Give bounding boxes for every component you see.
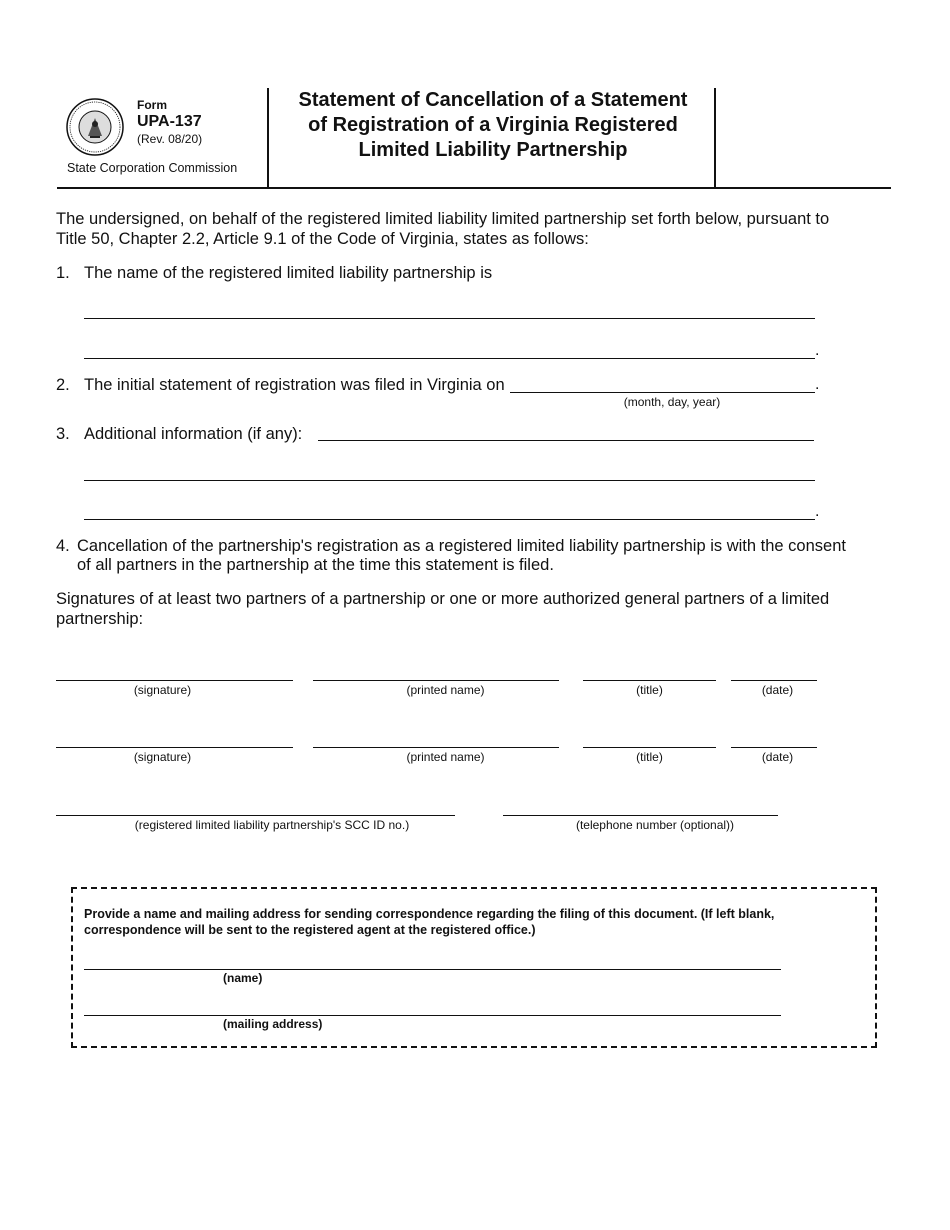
period: . <box>815 376 820 393</box>
title-field-2[interactable] <box>583 747 716 748</box>
correspondence-address-field[interactable] <box>84 1015 781 1016</box>
item-2-text: The initial statement of registration was filed in Virginia on <box>84 376 505 394</box>
date-field-1[interactable] <box>731 680 817 681</box>
item-2-number: 2. <box>56 376 70 394</box>
signature-field-2[interactable] <box>56 747 293 748</box>
item-4-line-2: of all partners in the partnership at the time this statement is filed. <box>77 556 554 574</box>
additional-info-field-2[interactable] <box>84 480 815 481</box>
header-divider-left <box>267 88 269 188</box>
item-3-number: 3. <box>56 425 70 443</box>
date-label: (date) <box>761 750 794 764</box>
partnership-name-field-1[interactable] <box>84 318 815 319</box>
signature-label: (signature) <box>133 750 192 764</box>
form-word: Form <box>137 98 167 112</box>
correspondence-name-label: (name) <box>223 971 263 985</box>
signature-label: (signature) <box>133 683 192 697</box>
title-label: (title) <box>636 750 663 764</box>
correspondence-address-label: (mailing address) <box>223 1017 323 1031</box>
correspondence-instructions-1: Provide a name and mailing address for sending correspondence regarding the filing of this document. (If left blank, <box>84 907 775 921</box>
date-field-2[interactable] <box>731 747 817 748</box>
period: . <box>815 342 820 359</box>
filing-date-field[interactable] <box>510 392 815 393</box>
printed-name-field-1[interactable] <box>313 680 559 681</box>
signatures-intro-line-2: partnership: <box>56 610 144 628</box>
item-1-text: The name of the registered limited liability partnership is <box>84 264 493 282</box>
item-1-number: 1. <box>56 264 70 282</box>
printed-name-field-2[interactable] <box>313 747 559 748</box>
signatures-intro-line-1: Signatures of at least two partners of a partnership or one or more authorized general partners of a limited <box>56 590 830 608</box>
additional-info-field-1[interactable] <box>318 440 814 441</box>
form-number: UPA-137 <box>137 113 202 130</box>
intro-line-1: The undersigned, on behalf of the registered limited liability limited partnership set forth below, pursuant to <box>56 210 830 228</box>
title-line-1: Statement of Cancellation of a Statement <box>298 89 688 111</box>
scc-seal-logo <box>66 98 124 156</box>
form-revision: (Rev. 08/20) <box>137 132 203 146</box>
title-line-2: of Registration of a Virginia Registered <box>308 114 678 136</box>
title-label: (title) <box>636 683 663 697</box>
scc-id-field[interactable] <box>56 815 455 816</box>
partnership-name-field-2[interactable] <box>84 358 815 359</box>
date-label: (date) <box>761 683 794 697</box>
telephone-field[interactable] <box>503 815 778 816</box>
item-3-text: Additional information (if any): <box>84 425 303 443</box>
correspondence-name-field[interactable] <box>84 969 781 970</box>
telephone-label: (telephone number (optional)) <box>575 818 735 832</box>
period: . <box>815 503 820 520</box>
correspondence-instructions-2: correspondence will be sent to the registered agent at the registered office.) <box>84 923 536 937</box>
printed-name-label: (printed name) <box>406 750 485 764</box>
agency-name: State Corporation Commission <box>67 161 238 175</box>
page-title <box>270 88 716 163</box>
item-4-number: 4. <box>56 537 70 555</box>
intro-line-2: Title 50, Chapter 2.2, Article 9.1 of the Code of Virginia, states as follows: <box>56 230 589 248</box>
scc-id-label: (registered limited liability partnership's SCC ID no.) <box>134 818 410 832</box>
printed-name-label: (printed name) <box>406 683 485 697</box>
filing-date-hint: (month, day, year) <box>623 395 721 409</box>
item-4-line-1: Cancellation of the partnership's registration as a registered limited liability partnership is with the consent <box>77 537 846 555</box>
signature-field-1[interactable] <box>56 680 293 681</box>
title-line-3: Limited Liability Partnership <box>358 139 628 161</box>
header-bottom-rule <box>57 187 891 189</box>
additional-info-field-3[interactable] <box>84 519 815 520</box>
title-field-1[interactable] <box>583 680 716 681</box>
